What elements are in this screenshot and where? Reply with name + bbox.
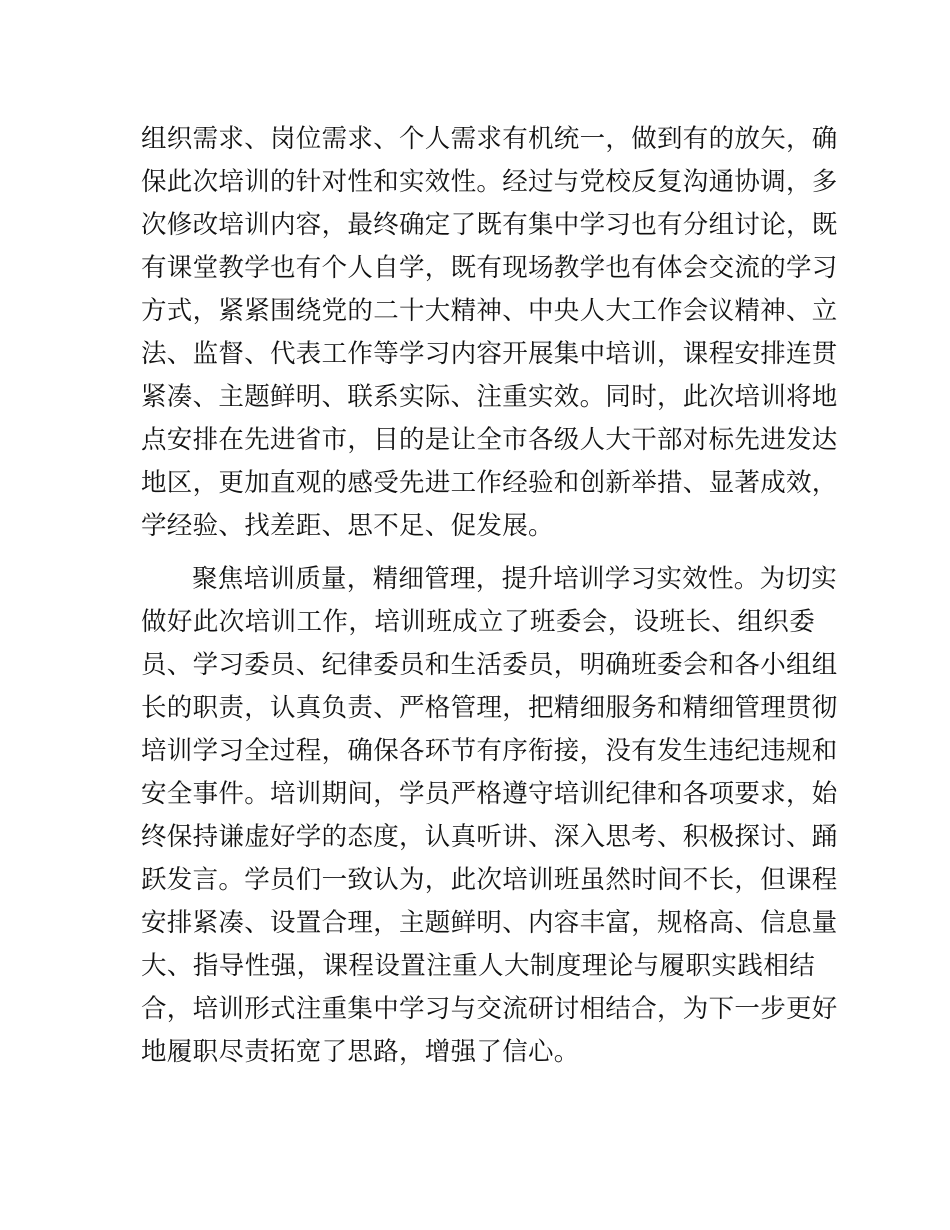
body-text bbox=[141, 118, 838, 1074]
paragraph-1 bbox=[141, 118, 838, 548]
paragraph-line: 安全事件。培训期间，学员严格遵守培训纪律和各项要求，始 bbox=[141, 779, 838, 809]
paragraph-line: 地履职尽责拓宽了思路，增强了信心。 bbox=[141, 1037, 580, 1067]
paragraph-line: 学经验、找差距、思不足、促发展。 bbox=[141, 511, 554, 541]
paragraph-line: 组织需求、岗位需求、个人需求有机统一，做到有的放矢，确 bbox=[141, 124, 838, 154]
paragraph-line: 紧凑、主题鲜明、联系实际、注重实效。同时，此次培训将地 bbox=[141, 382, 838, 412]
paragraph-2 bbox=[141, 558, 838, 1074]
paragraph-line: 法、监督、代表工作等学习内容开展集中培训，课程安排连贯 bbox=[141, 339, 838, 369]
paragraph-line: 点安排在先进省市，目的是让全市各级人大干部对标先进发达 bbox=[141, 425, 838, 455]
paragraph-line: 大、指导性强，课程设置注重人大制度理论与履职实践相结 bbox=[141, 951, 815, 981]
paragraph-line: 聚焦培训质量，精细管理，提升培训学习实效性。为切实 bbox=[192, 564, 838, 594]
paragraph-line: 长的职责，认真负责、严格管理，把精细服务和精细管理贯彻 bbox=[141, 693, 838, 723]
paragraph-line: 终保持谦虚好学的态度，认真听讲、深入思考、积极探讨、踊 bbox=[141, 822, 838, 852]
paragraph-line: 方式，紧紧围绕党的二十大精神、中央人大工作会议精神、立 bbox=[141, 296, 838, 326]
paragraph-gap bbox=[141, 548, 815, 558]
paragraph-line: 地区，更加直观的感受先进工作经验和创新举措、显著成效， bbox=[141, 468, 838, 498]
paragraph-line: 安排紧凑、设置合理，主题鲜明、内容丰富，规格高、信息量 bbox=[141, 908, 838, 938]
paragraph-line: 跃发言。学员们一致认为，此次培训班虽然时间不长，但课程 bbox=[141, 865, 838, 895]
paragraph-line: 有课堂教学也有个人自学，既有现场教学也有体会交流的学习 bbox=[141, 253, 838, 283]
paragraph-line: 次修改培训内容，最终确定了既有集中学习也有分组讨论，既 bbox=[141, 210, 838, 240]
paragraph-line: 员、学习委员、纪律委员和生活委员，明确班委会和各小组组 bbox=[141, 650, 838, 680]
paragraph-line: 做好此次培训工作，培训班成立了班委会，设班长、组织委 bbox=[141, 607, 815, 637]
paragraph-line: 培训学习全过程，确保各环节有序衔接，没有发生违纪违规和 bbox=[141, 736, 838, 766]
paragraph-line: 保此次培训的针对性和实效性。经过与党校反复沟通协调，多 bbox=[141, 167, 838, 197]
paragraph-line: 合，培训形式注重集中学习与交流研讨相结合，为下一步更好 bbox=[141, 994, 838, 1024]
